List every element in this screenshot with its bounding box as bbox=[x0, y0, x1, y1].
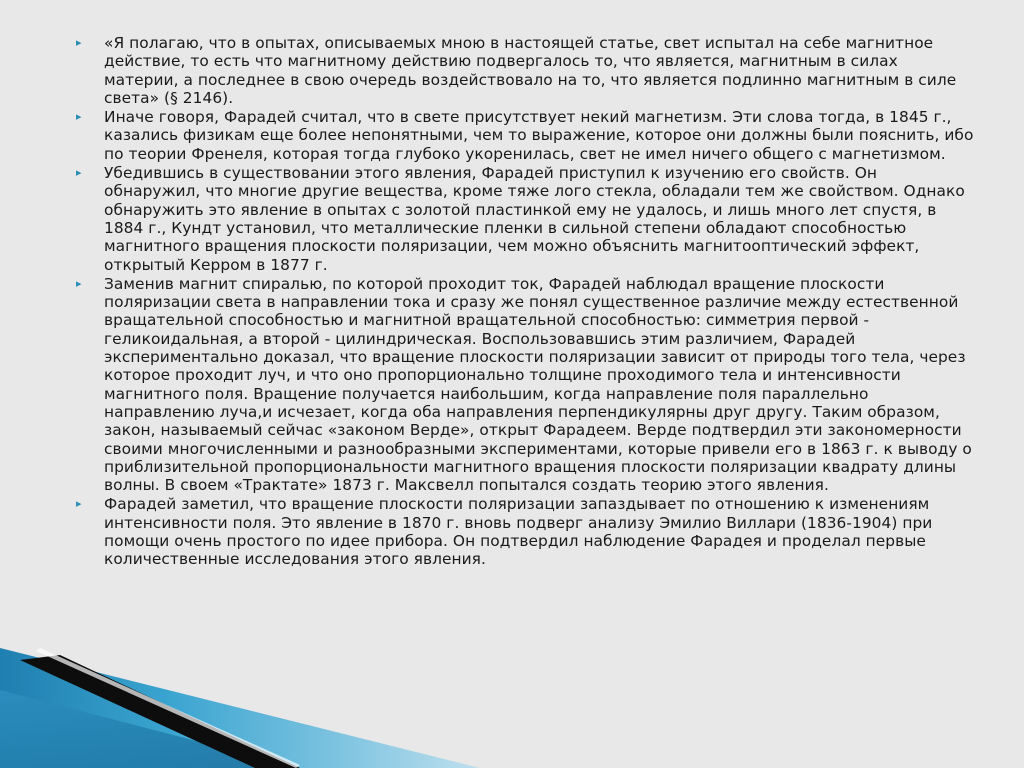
bullet-paragraph-5 bbox=[76, 495, 976, 568]
decor-wedge-blue bbox=[0, 690, 300, 768]
triangle-right-icon: ▸ bbox=[76, 276, 82, 290]
paragraph-text: «Я полагаю, что в опытах, описываемых мною в настоящей статье, свет испытал на себе магнитное действие, то есть что магнитному действию подвергалось то, что является, магнитным в силах материи, а последнее в свою очередь воздействовало на то, что является подлинно магнитным в силе света» (§ 2146). bbox=[104, 34, 957, 107]
triangle-right-icon: ▸ bbox=[76, 166, 82, 180]
bullet-paragraph-1 bbox=[76, 34, 976, 107]
decor-stripe-black bbox=[20, 655, 300, 768]
bullet-list bbox=[76, 34, 976, 570]
decor-wedge-light bbox=[0, 648, 480, 768]
bullet-paragraph-3 bbox=[76, 164, 976, 274]
triangle-right-icon: ▸ bbox=[76, 497, 82, 511]
triangle-right-icon: ▸ bbox=[76, 110, 82, 124]
triangle-right-icon: ▸ bbox=[76, 36, 82, 49]
paragraph-text: Фарадей заметил, что вращение плоскости поляризации запаздывает по отношению к изменениям интенсивности поля. Это явление в 1870 г. вновь подверг анализу Эмилио Виллари (1836-1904) при помощи очень простого по идее прибора. Он подтвердил наблюдение Фарадея и проделал первые количественные исследования этого явления. bbox=[104, 495, 933, 569]
bullet-paragraph-2 bbox=[76, 108, 976, 163]
bullet-paragraph-4 bbox=[76, 275, 976, 495]
paragraph-text: Заменив магнит спиралью, по которой проходит ток, Фарадей наблюдал вращение плоскости поляризации света в направлении тока и сразу же понял существенное различие между естественной вращательной способностью и магнитной вращательной способностью: симметрия первой - геликоидальная, а второй - цилиндрическая. Воспользовавшись этим различием, Фарадей экспериментально доказал, что вращение плоскости поляризации зависит от природы того тела, через которое проходит луч, и что оно пропорционально толщине проходимого тела и интенсивности магнитного поля. Вращение получается наибольшим, когда направление поля параллельно направлению луча,и исчезает, когда оба направления перпендикулярны друг другу. Таким образом, закон, называемый сейчас «законом Верде», открыт Фарадеем. Верде подтвердил эти закономерности своими многочисленными и разнообразными экспериментами, которые привели его в 1863 г. к выводу о приблизительной пропорциональности магнитного вращения плоскости поляризации квадрату длины волны. В своем «Трактате» 1873 г. Максвелл попытался создать теорию этого явления. bbox=[104, 274, 972, 495]
decor-stripe-white bbox=[36, 648, 300, 768]
paragraph-text: Убедившись в существовании этого явления, Фарадей приступил к изучению его свойств. Он обнаружил, что многие другие вещества, кроме тяже лого стекла, обладали тем же свойством. Однако обнаружить это явление в опытах с золотой пластинкой ему не удалось, и лишь много лет спустя, в 1884 г., Кундт установил, что металлические пленки в сильной степени обладают способностью магнитного вращения плоскости поляризации, чем можно объяснить магнитооптический эффект, открытый Керром в 1877 г. bbox=[104, 164, 965, 274]
paragraph-text: Иначе говоря, Фарадей считал, что в свете присутствует некий магнетизм. Эти слова тогда, в 1845 г., казались физикам еще более непонятными, чем то выражение, которое они должны были пояснить, ибо по теории Френеля, которая тогда глубоко укоренилась, свет не имел ничего общего с магнетизмом. bbox=[104, 108, 974, 163]
